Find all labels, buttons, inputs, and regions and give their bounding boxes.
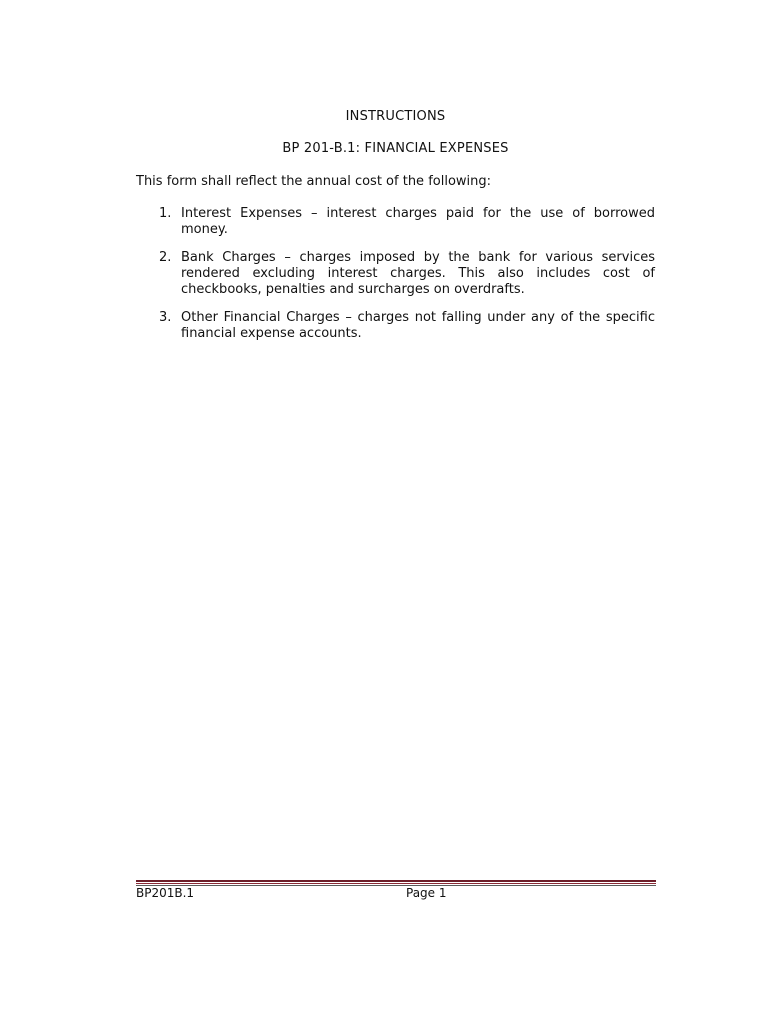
footer-page-number: Page 1 [406, 886, 447, 900]
list-item [136, 250, 655, 298]
page-title: INSTRUCTIONS [345, 109, 446, 124]
list-item-text: Bank Charges – charges imposed by the bank for various services rendered excluding interest charges. This also includes cost of checkbooks, penalties and surcharges on overdrafts. [181, 250, 655, 297]
form-subtitle: BP 201-B.1: FINANCIAL EXPENSES [282, 141, 509, 156]
instruction-list [136, 206, 655, 354]
list-item-text: Interest Expenses – interest charges paid for the use of borrowed money. [181, 206, 655, 237]
list-item [136, 310, 655, 342]
footer-divider [136, 880, 656, 886]
list-item-number: 3. [159, 310, 172, 325]
list-item [136, 206, 655, 238]
list-item-number: 2. [159, 250, 172, 265]
intro-text: This form shall reflect the annual cost of the following: [136, 174, 492, 189]
list-item-text: Other Financial Charges – charges not falling under any of the specific financial expense accounts. [181, 310, 655, 341]
list-item-number: 1. [159, 206, 172, 221]
footer-form-code: BP201B.1 [136, 886, 195, 900]
